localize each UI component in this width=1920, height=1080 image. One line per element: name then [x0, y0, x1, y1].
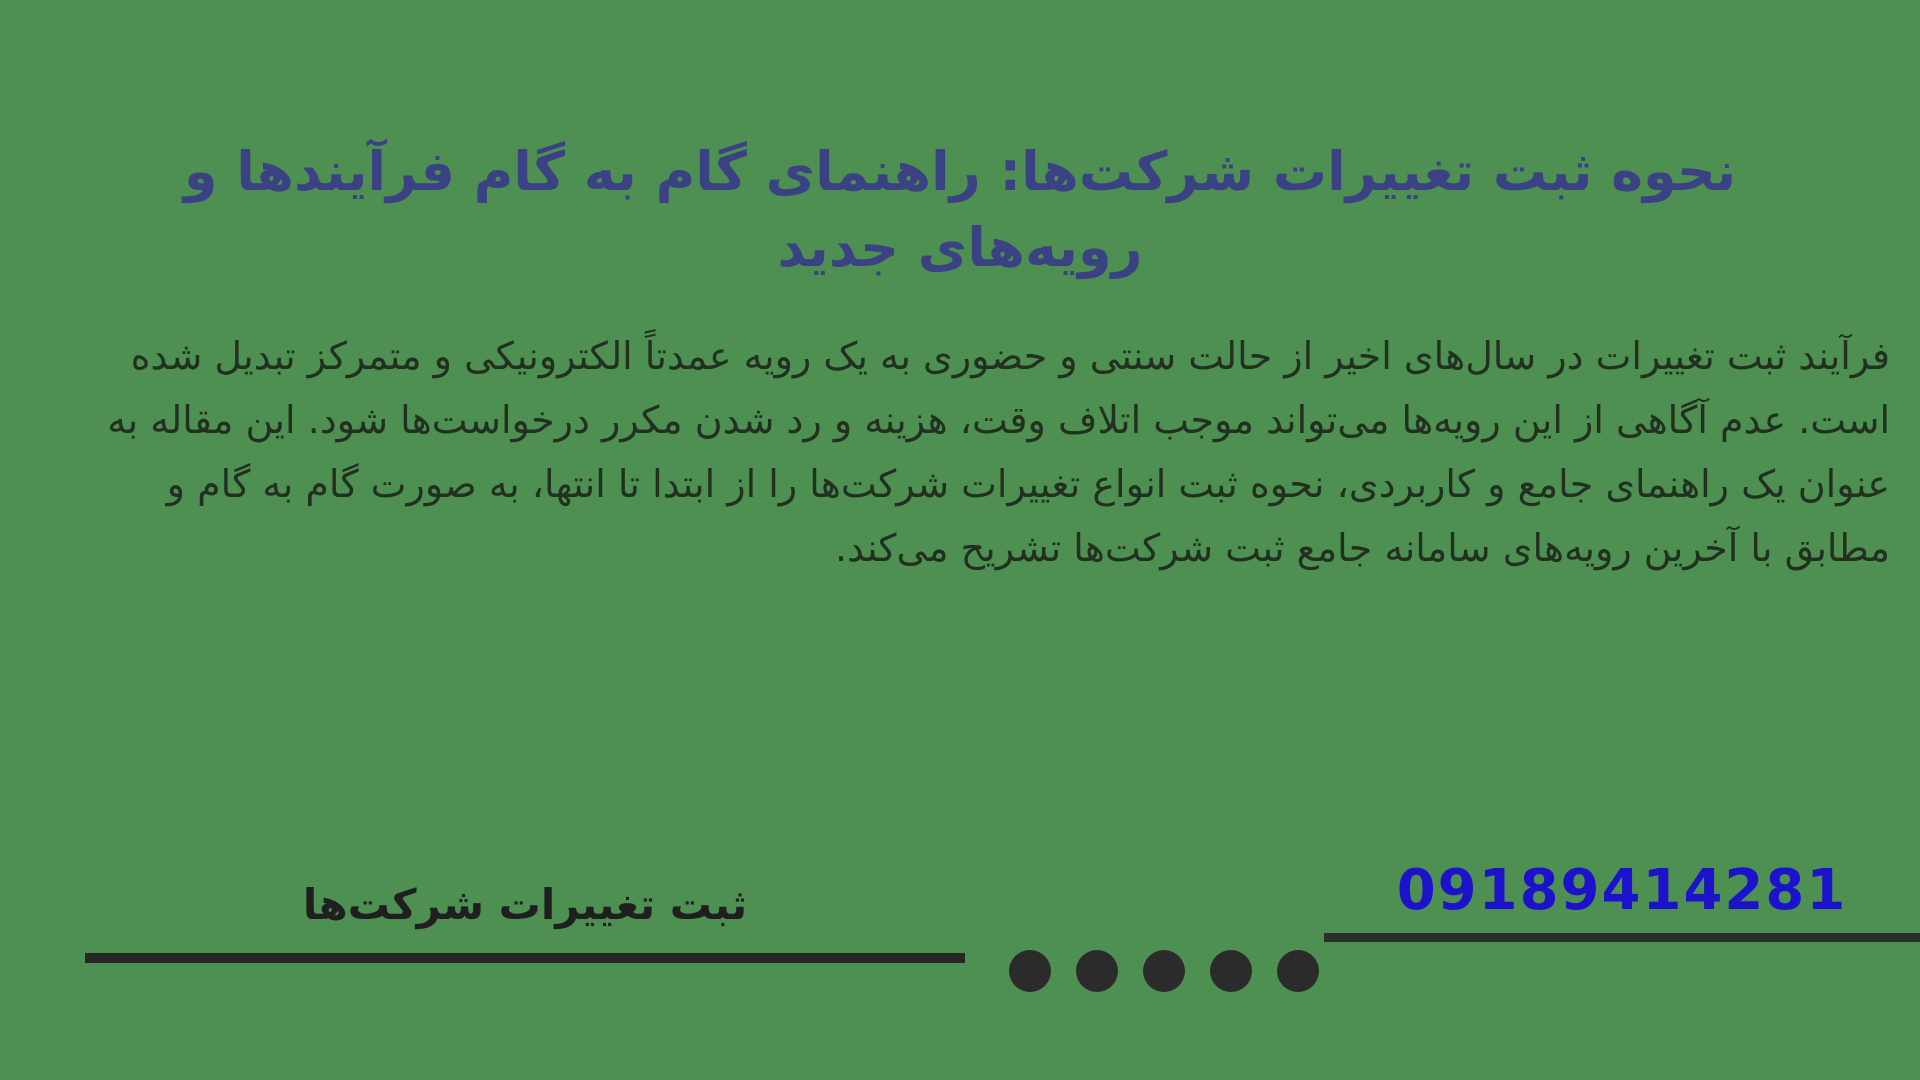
dot — [1277, 950, 1319, 992]
footer-left-block — [85, 880, 965, 963]
decorative-dots — [1009, 950, 1319, 992]
article-title: نحوه ثبت تغییرات شرکت‌ها: راهنمای گام به گام فرآیندها و رویه‌های جدید — [183, 140, 1737, 279]
footer-right-block — [1324, 858, 1920, 942]
dot — [1210, 950, 1252, 992]
left-divider-line — [85, 953, 965, 963]
dot — [1009, 950, 1051, 992]
dot — [1076, 950, 1118, 992]
right-divider-line — [1324, 933, 1920, 942]
article-summary: فرآیند ثبت تغییرات در سال‌های اخیر از حالت سنتی و حضوری به یک رویه عمدتاً الکترونیکی و متمرکز تبدیل شده است. عدم آگاهی از این رویه‌ها می‌تواند موجب اتلاف وقت، هزینه و رد شدن مکرر درخواست‌ها شود. این مقاله به عنوان یک راهنمای جامع و کاربردی، نحوه ثبت انواع تغییرات شرکت‌ها را از ابتدا تا انتها، به صورت گام به گام و مطابق با آخرین رویه‌های سامانه جامع ثبت شرکت‌ها تشریح می‌کند. — [107, 334, 1890, 570]
topic-label: ثبت تغییرات شرکت‌ها — [302, 880, 748, 929]
dot — [1143, 950, 1185, 992]
phone-number: 09189414281 — [1396, 858, 1848, 923]
